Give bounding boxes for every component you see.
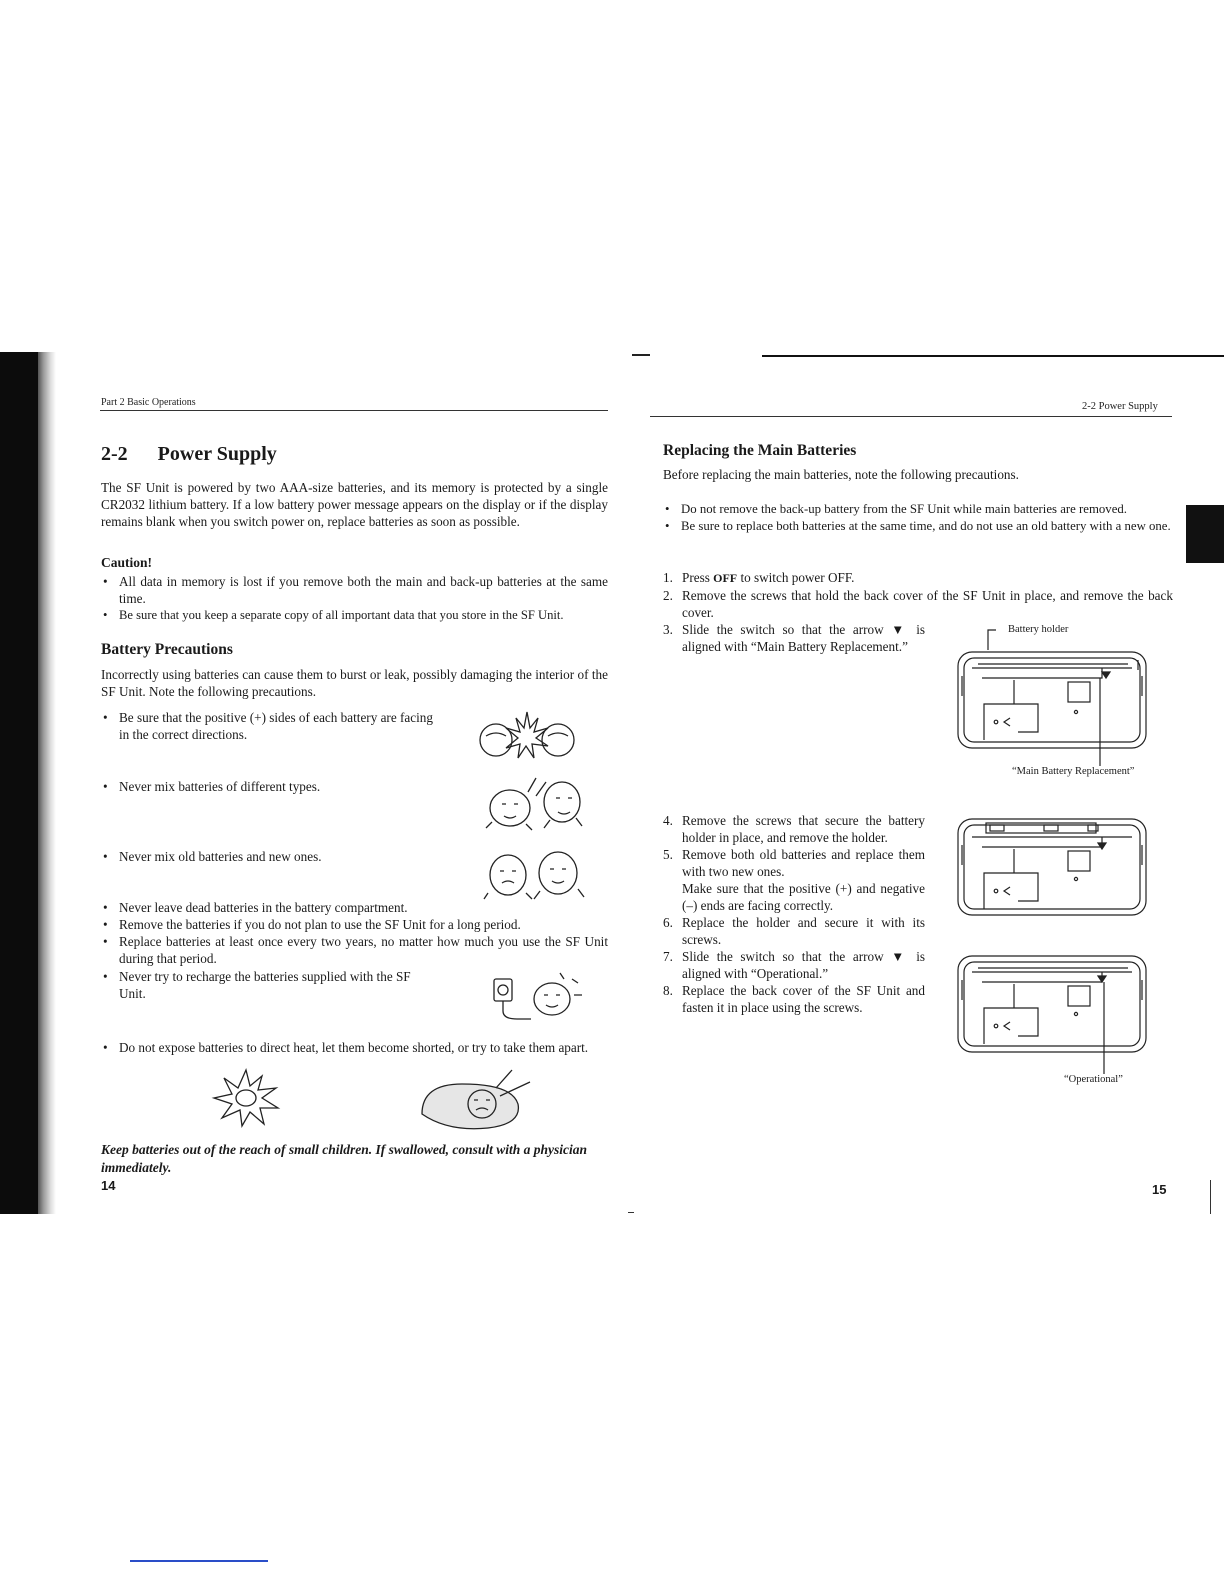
replacing-precaution-item: • Be sure to replace both batteries at the same time, and do not use an old battery with a new one.	[663, 518, 1173, 535]
header-rule-left	[100, 410, 608, 411]
step-number: 7.	[663, 949, 673, 964]
bottom-center-mark	[628, 1212, 634, 1213]
step-number: 2.	[663, 588, 673, 603]
step-number: 6.	[663, 915, 673, 930]
running-head-left: Part 2 Basic Operations	[101, 397, 196, 408]
mixed-types-illustration	[480, 772, 592, 832]
step-item	[663, 587, 1173, 621]
old-new-illustration	[480, 845, 588, 901]
precaution-item-1-list	[101, 709, 436, 743]
device-diagram-main-battery	[952, 620, 1152, 766]
caution-list	[101, 573, 608, 624]
device-diagram-operational	[952, 952, 1152, 1076]
precaution-item-7-list	[101, 968, 436, 1002]
replacing-precaution-item: • Do not remove the back-up battery from the SF Unit while main batteries are removed.	[663, 501, 1173, 518]
precaution-item-8-list	[101, 1039, 608, 1056]
step-item	[663, 569, 1173, 587]
running-head-right: 2-2 Power Supply	[1082, 401, 1158, 412]
page-number-left: 14	[101, 1178, 116, 1193]
right-edge-mark	[1210, 1180, 1211, 1214]
operational-caption: “Operational”	[1064, 1074, 1123, 1085]
step-number: 4.	[663, 813, 673, 828]
top-edge-mark	[632, 354, 650, 356]
intro-paragraph: The SF Unit is powered by two AAA-size batteries, and its memory is protected by a single CR2032 lithium battery. If a low battery power message appears on the display or if the display remains blank when you switch power on, replace batteries as soon as possible.	[101, 480, 608, 529]
step-text: Slide the switch so that the arrow ▼ is aligned with “Main Battery Replacement.”	[682, 622, 925, 654]
section-title	[101, 443, 277, 466]
section-title-text: Power Supply	[157, 443, 277, 465]
step-note: Make sure that the positive (+) and negative (–) ends are facing correctly.	[682, 881, 925, 913]
step-item	[663, 982, 925, 1016]
replacing-precautions	[663, 501, 1173, 535]
step-number: 3.	[663, 622, 673, 637]
battery-holder-caption: Battery holder	[1008, 624, 1069, 635]
device-diagram-battery-holder	[952, 815, 1152, 919]
battery-precautions-heading: Battery Precautions	[101, 641, 233, 658]
step-item	[663, 621, 925, 655]
step-text-post: to switch power OFF.	[737, 570, 855, 585]
off-key-label: OFF	[713, 571, 738, 585]
shorted-illustration	[412, 1066, 536, 1132]
step-text: Replace the holder and secure it with its screws.	[682, 915, 925, 947]
replacing-heading: Replacing the Main Batteries	[663, 442, 857, 459]
replacing-intro: Before replacing the main batteries, note the following precautions.	[663, 467, 1019, 482]
binding-gradient	[38, 352, 56, 1214]
header-rule-right	[650, 416, 1172, 417]
step-text: Remove both old batteries and replace them with two new ones.	[682, 847, 925, 879]
top-edge-rule	[762, 355, 1224, 357]
steps-4-8	[663, 812, 925, 1016]
step-item	[663, 948, 925, 982]
precaution-item: • Do not expose batteries to direct heat, let them become shorted, or try to take them apart.	[101, 1039, 608, 1056]
step-number: 8.	[663, 983, 673, 998]
precaution-item-3-list	[101, 848, 436, 865]
step-item	[663, 846, 925, 914]
precautions-intro: Incorrectly using batteries can cause them to burst or leak, possibly damaging the interior of the SF Unit. Note the following precautions.	[101, 667, 608, 699]
step-number: 5.	[663, 847, 673, 862]
step-text: Slide the switch so that the arrow ▼ is aligned with “Operational.”	[682, 949, 925, 981]
precaution-list-lower	[101, 899, 608, 967]
page-number-right: 15	[1152, 1182, 1167, 1197]
child-safety-warning: Keep batteries out of the reach of small children. If swallowed, consult with a physician immediately.	[101, 1142, 588, 1175]
steps-1-2	[663, 569, 1173, 621]
main-battery-replacement-caption: “Main Battery Replacement”	[1012, 766, 1135, 777]
step-text-pre: Press	[682, 570, 714, 585]
precaution-item-2-list	[101, 778, 436, 795]
recharge-illustration	[482, 965, 590, 1025]
caution-item: • All data in memory is lost if you remove both the main and back-up batteries at the same time.	[101, 573, 608, 607]
step-text: Remove the screws that hold the back cover of the SF Unit in place, and remove the back cover.	[682, 588, 1173, 620]
step-number: 1.	[663, 570, 673, 585]
precaution-item: • Never mix batteries of different types.	[101, 778, 436, 795]
step-item	[663, 812, 925, 846]
precaution-item: • Remove the batteries if you do not plan to use the SF Unit for a long period.	[101, 916, 608, 933]
step-text: Remove the screws that secure the battery holder in place, and remove the holder.	[682, 813, 925, 845]
precaution-item: • Never mix old batteries and new ones.	[101, 848, 436, 865]
step-item	[663, 914, 925, 948]
heat-illustration	[208, 1068, 284, 1128]
step-3	[663, 621, 925, 655]
precaution-item: • Never leave dead batteries in the battery compartment.	[101, 899, 608, 916]
caution-item: • Be sure that you keep a separate copy of all important data that you store in the SF Unit.	[101, 607, 608, 624]
section-number: 2-2	[101, 443, 128, 465]
caution-heading: Caution!	[101, 555, 153, 570]
precaution-item: • Replace batteries at least once every two years, no matter how much you use the SF Unit during that period.	[101, 933, 608, 967]
precaution-item: • Never try to recharge the batteries supplied with the SF Unit.	[101, 968, 436, 1002]
section-tab-marker	[1186, 505, 1224, 563]
batteries-facing-illustration	[468, 706, 586, 762]
step-text: Replace the back cover of the SF Unit and fasten it in place using the screws.	[682, 983, 925, 1015]
binding-shadow	[0, 352, 38, 1214]
bottom-blue-rule	[130, 1560, 268, 1562]
precaution-item: • Be sure that the positive (+) sides of each battery are facing in the correct directions.	[101, 709, 436, 743]
